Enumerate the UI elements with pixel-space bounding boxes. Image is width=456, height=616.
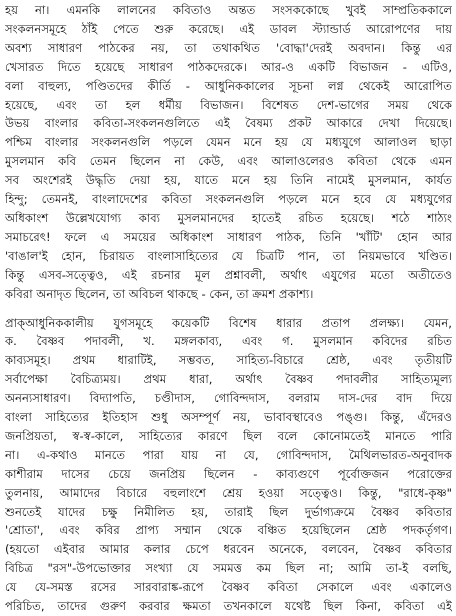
- text-line: পশ্চিম বাংলার সংকলনগুলি পড়লে যেমন মনে হয় যে মধ্যযুগে আলাওল ছাড়া: [5, 133, 452, 152]
- paragraph-gap: [5, 304, 452, 314]
- text-line: বিচিত্র "রস"-উপভোক্তার সংখ্যা যে সমমত্ত কম ছিল না; আমি তা-ই বলছি,: [5, 559, 452, 578]
- text-line: যে যে-সমস্ত রসের সারবারাঙ্ক-রূপে বৈষ্ণব কবিতা সেকালে এবং একালেও: [5, 578, 452, 597]
- text-line: ক. বৈষ্ণব পদাবলী, খ. মঙ্গলকাব্য, এবং গ. মুসলমান কবিদের রচিত: [5, 332, 452, 351]
- paragraph-1: [5, 1, 452, 304]
- text-line: কাব্যসমূহ। প্রথম ধারাটিই, সম্ভবত, সাহিত্য-বিচারে শ্রেষ্ঠ, এবং তৃতীয়টি: [5, 351, 452, 370]
- text-line: প্রাক্‌আধুনিককালীয় যুগসমূহে কয়েকটি বিশেষ ধারার প্রতাপ প্রলক্ষ্য। যেমন,: [5, 314, 452, 333]
- paragraph-2: [5, 314, 452, 616]
- text-line: অধিকাংশ উল্লেখযোগ্য কাব্য মুসলমানদের হাতেই রচিত হয়েছে। শঠে শাঠ্যং: [5, 209, 452, 228]
- text-line: উভয় বাংলার কবিতা-সংকলনগুলিতে এই বৈষম্য প্রকট আকারে দেখা দিয়েছে।: [5, 114, 452, 133]
- text-line: বলা বাহুল্য, পণ্ডিতদের কীর্তি - আধুনিককালের সূচনা লগ্ন থেকেই আরোপিত: [5, 77, 452, 96]
- text-line: 'শ্রোতা', এবং কবির প্রাপ্য সম্মান থেকে বঞ্চিত হয়েছিলেন শ্রেষ্ঠ পদকর্তৃগণ।: [5, 521, 452, 540]
- text-line-last: কবিরা অনাদৃত ছিলেন, তা অবিচল থাকছে - কেন, তা ক্রমশ প্রকাশ্য।: [5, 285, 452, 304]
- text-line: খেসারত দিতে হয়েছে সাধারণ পাঠকদেরকে। আর-ও একটি বিভাজন - এটিও,: [5, 58, 452, 77]
- text-line: পরিচিত, তাদের গুরুণ করবার ক্ষমতা তখনকালে যথেষ্ট ছিল কিনা, কবিতা এই: [5, 597, 452, 616]
- text-line: সংকলনসমূহে ঠাঁই পেতে শুরু করেছে। এই ডাবল স্ট্যান্ডার্ড আরোপণের দায়: [5, 20, 452, 39]
- text-line: কাশীরাম দাসের চেয়ে জনপ্রিয় ছিলেন - কাব্যগুণে পূর্বোক্তজন পরোক্তের: [5, 465, 452, 484]
- text-line: 'বাঙাল'ই হোন, চিরায়ত বাংলাসাহিত্যের যে চিত্রটি পান, তা নিয়মভাবে খণ্ডিত।: [5, 247, 452, 266]
- text-line: সমাচরেৎ! ফলে এ সময়ের অধিকাংশ সাধারণ পাঠক, তিনি 'খাঁটি' হোন আর: [5, 228, 452, 247]
- text-line: (হয়তো এইবার আমার কলার চেপে ধরবেন অনেকে, বলবেন, বৈষ্ণব কবিতার: [5, 540, 452, 559]
- text-line: অনন্যসাধারণ। বিদ্যাপতি, চণ্ডীদাস, গোবিন্দদাস, বলরাম দাস-দের বাদ দিয়ে: [5, 389, 452, 408]
- text-line: হিন্দু; তেমনই, বাংলাদেশের কবিতা সংকলনগুলি পড়লে মনে হবে যে মধ্যযুগের: [5, 190, 452, 209]
- text-line: তুলনায়, আমাদের বিচারে বহুলাংশে শ্রেয় হওয়া সত্ত্বেও। কিন্তু, "রাধে-কৃষ্ণ": [5, 484, 452, 503]
- text-line: শুনতেই যাদের চক্ষু নিমীলিত হয়, তারাই ছিল দুর্ভাগ্যক্রমে বৈষ্ণব কবিতার: [5, 503, 452, 522]
- text-line: বাংলা সাহিত্যের ইতিহাস শুধু অসম্পূর্ণ নয়, ভাবাবস্থাবেও পঙ্গু। কিন্তু, এঁদেরও: [5, 408, 452, 427]
- text-line: অবশ্য সাধারণ পাঠকের নয়, তা তথাকথিত 'বোদ্ধা'দেরই অবদান। কিন্তু এর: [5, 39, 452, 58]
- text-line: জনপ্রিয়তা, স্ব-স্ব-কালে, সাহিত্যের কারণে ছিল বলে কোনোমতেই মানতে পারি: [5, 427, 452, 446]
- text-line: সব অংশেরই উদ্ধৃতি দেয়া হয়, যাতে মনে হয় তিনি নামেই মুসলমান, কার্যত: [5, 171, 452, 190]
- text-line: না। এ-কথাও মানতে পারা যায় না যে, গোবিন্দদাস, মৈথিলভারত-অনুবাদক: [5, 446, 452, 465]
- text-line: মুসলমান কবি তেমন ছিলেন না কেউ, এবং আলাওলেরও কবিতা থেকে এমন: [5, 152, 452, 171]
- text-line: কিন্তু এসব-সত্ত্বেও, এই রচনার মূল প্রশ্নাবলী, অর্থাৎ এযুগের মতো অতীতেও: [5, 266, 452, 285]
- text-line: সর্বাপেক্ষা বৈচিত্র্যময়। প্রথম ধারা, অর্থাৎ বৈষ্ণব পদাবলীর সাহিত্যমূল্য: [5, 370, 452, 389]
- text-line: হয় না। এমনকি লালনের কবিতাও অন্তত সংসককোছে খুবই সাম্প্রতিককালে: [5, 1, 452, 20]
- text-line: হয়েছে, এবং তা হল ধর্মীয় বিভাজন। বিশেষত দেশ-ভাগের সময় থেকে: [5, 96, 452, 115]
